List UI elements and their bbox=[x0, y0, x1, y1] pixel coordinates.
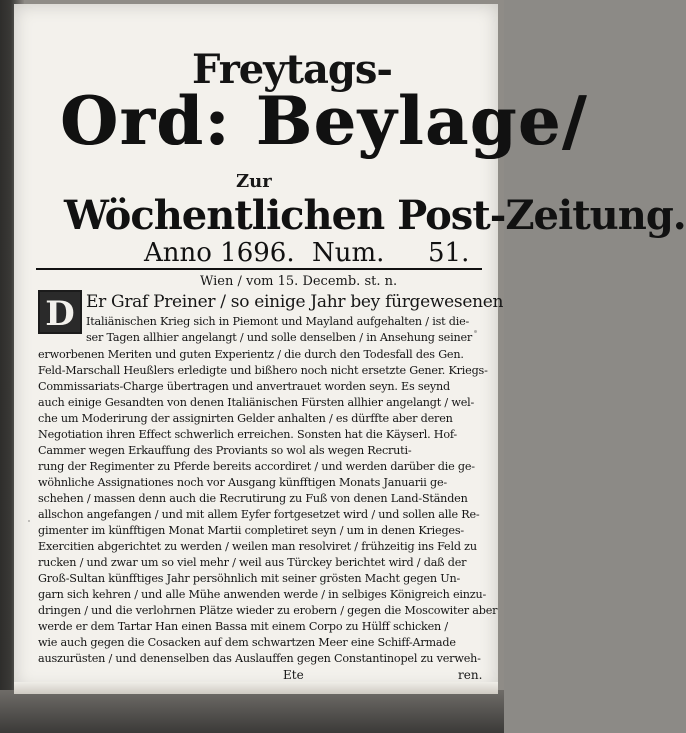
scan-speck bbox=[474, 330, 477, 333]
body-line-8: che um Moderirung der assignirten Gelder anhalten / es dürffte aber deren bbox=[38, 412, 453, 425]
masthead-connector: Zur bbox=[236, 171, 272, 192]
body-line-18: Groß-Sultan künfftiges Jahr persöhnlich mit seiner grösten Macht gegen Un- bbox=[38, 572, 461, 585]
body-line-1: Er Graf Preiner / so einige Jahr bey fürgewesenen bbox=[86, 292, 504, 312]
body-line-12: wöhnliche Assignationes noch vor Ausgang künfftigen Monats Januarii ge- bbox=[38, 476, 447, 489]
body-line-7: auch einige Gesandten von denen Italiänischen Fürsten allhier angelangt / wel- bbox=[38, 396, 475, 409]
body-line-22: wie auch gegen die Cosacken auf dem schwartzen Meer eine Schiff-Armade bbox=[38, 636, 456, 649]
page-bottom-edge bbox=[14, 682, 498, 694]
body-line-11: rung der Regimenter zu Pferde bereits accordiret / und werden darüber die ge- bbox=[38, 460, 475, 473]
body-line-19: garn sich kehren / und alle Mühe anwenden werde / in selbiges Königreich einzu- bbox=[38, 588, 487, 601]
issue-year: Anno 1696. bbox=[144, 238, 295, 268]
body-line-2: Italiänischen Krieg sich in Piemont und Mayland aufgehalten / ist die- bbox=[86, 315, 470, 328]
scan-bottom-shadow bbox=[0, 690, 504, 733]
issue-number: 51. bbox=[428, 238, 470, 268]
issue-number-label: Num. bbox=[312, 238, 385, 268]
header-rule bbox=[36, 268, 482, 270]
body-line-6: Commissariats-Charge übertragen und anvertrauet worden seyn. Es seynd bbox=[38, 380, 450, 393]
scan-speck bbox=[28, 520, 30, 522]
body-line-23: auszurüsten / und denenselben das Auslauffen gegen Constantinopel zu verweh- bbox=[38, 652, 481, 665]
body-line-10: Cammer wegen Erkauffung des Proviants so wol als wegen Recruti- bbox=[38, 444, 412, 457]
body-line-3: ser Tagen allhier angelangt / und solle denselben / in Ansehung seiner bbox=[86, 331, 473, 344]
body-line-14: allschon angefangen / und mit allem Eyfer fortgesetzet wird / und sollen alle Re- bbox=[38, 508, 480, 521]
body-line-4: erworbenen Meriten und guten Experientz / die durch den Todesfall des Gen. bbox=[38, 348, 464, 361]
masthead-top-line: Freytags- bbox=[192, 46, 392, 93]
body-line-15: gimenter im künfftigen Monat Martii completiret seyn / um in denen Krieges- bbox=[38, 524, 464, 537]
body-line-20: dringen / und die verlohrnen Plätze wieder zu erobern / gegen die Moscowiter aber bbox=[38, 604, 498, 617]
dateline: Wien / vom 15. Decemb. st. n. bbox=[200, 274, 398, 289]
masthead-subtitle: Wöchentlichen Post-Zeitung. bbox=[64, 192, 686, 239]
body-line-9: Negotiation ihren Effect schwerlich erreichen. Sonsten hat die Käyserl. Hof- bbox=[38, 428, 458, 441]
decorated-initial: D bbox=[38, 290, 82, 334]
masthead-main-title: Ord: Beylage/ bbox=[60, 82, 588, 160]
catchword-middle: Ete bbox=[283, 668, 304, 682]
body-line-21: werde er dem Tartar Han einen Bassa mit einem Corpo zu Hülff schicken / bbox=[38, 620, 448, 633]
body-line-5: Feld-Marschall Heußlers erledigte und bißhero noch nicht ersetzte Gener. Kriegs- bbox=[38, 364, 488, 377]
body-line-16: Exercitien abgerichtet zu werden / weilen man resolviret / frühzeitig ins Feld zu bbox=[38, 540, 477, 553]
body-line-13: schehen / massen denn auch die Recrutirung zu Fuß von denen Land-Ständen bbox=[38, 492, 468, 505]
body-line-17: rucken / und zwar um so viel mehr / weil aus Türckey berichtet wird / daß der bbox=[38, 556, 467, 569]
catchword-right: ren. bbox=[458, 668, 483, 682]
